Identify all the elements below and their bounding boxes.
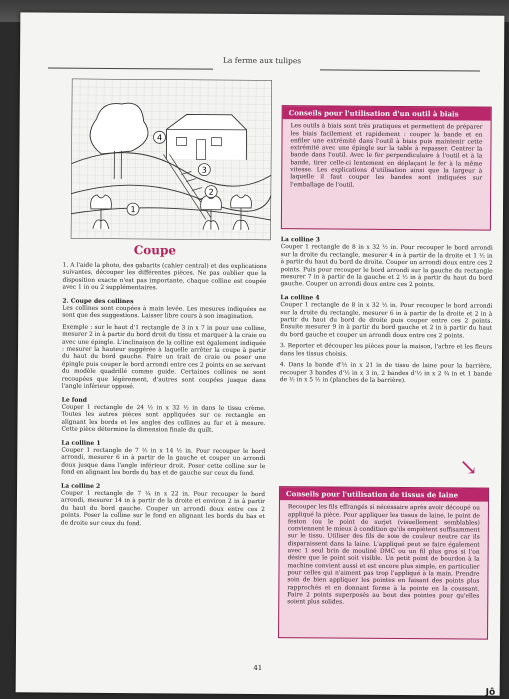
signature: Jô <box>485 687 496 698</box>
tip-box-title: Conseils pour l'utilisation de tissus de laine <box>280 487 488 502</box>
background-heading: Le fond <box>61 396 87 404</box>
hill-4-heading: La colline 4 <box>280 293 320 302</box>
hills-heading: 2. Coupe des collines <box>62 297 134 305</box>
tip-box-text: Recouper les fils effrangés si nécessaire après avoir découpé ou appliqué la pièce. Pour appliquer les tissus de laine, le point de feston (ou le point de surjet (visuellement semblables) conviennent le mieux à condition qu'ils empiètent suffisamment sur le tissu. Utiliser des fils de soie de couleur neutre car ils disparaissent dans la laine. L'appliqué peut se faire également avec 1 seul brin de mouliné DMC ou un fil plus gros si l'on désire que le point soit visible. Un petit point de bourdon à la machine convient aussi et est encore plus simple, en particulier pour celles qui n'aiment pas trop l'appliqué à la main. Prendre soin de bien appliquer les pointes en faisant des points plus rapprochés et en donnant forme à la pointe en la coussant. Faire 2 points superposés au bout des pointes pour qu'elles soient plus solides. <box>287 504 480 606</box>
hill-4-text: Couper 1 rectangle de 8 in x 32 ½ in. Pour recouper le bord arrondi sur la droite du rectangle, mesurer 6 in à partir de la droite et 2 in à partir du haut du bord de droite puis couper entre ces 2 points. Ensuite mesurer 9 in à partir du bord gauche et 2 in à partir du haut du bord gauche et couper un arrondi doux entre ces 2 points. <box>280 302 493 340</box>
hills-example: Exemple : sur le haut d'1 rectangle de 3 in x 7 in pour une colline, mesurer 2 in à partir du bord droit du tissu et marquer à la craie ou avec une épingle. L'inclinaison de la colline est également indiquée : mesurer la hauteur suggérée à laquelle arrêter la coupe à partir du haut du bord gauche. Faire un trait de craie ou poser une épingle puis couper le bord arrondi entre ces 2 points en se servant du modèle quadrillé comme guide. Certaines collines ne sont recoupées que légèrement, d'autres sont coupées jusque dans l'angle inférieur opposé. <box>61 324 267 391</box>
arrow-down-right-icon: ↘ <box>459 455 478 481</box>
instruction-3: 3. Reporter et découper les pièces pour la maison, l'arbre et les fleurs dans les tissus choisis. <box>279 343 493 358</box>
marker-3: 3 <box>201 165 207 175</box>
background-text: Couper 1 rectangle de 24 ½ in x 32 ½ in dans le tissu crème. Toutes les autres pièces sont appliquées sur ce rectangle en alignant les bords et les angles des collines au fur et à mesure. Cette pièce détermine la dimension finale du quilt. <box>61 404 266 434</box>
divider-left <box>48 68 213 70</box>
divider-right <box>320 69 480 71</box>
right-column <box>280 231 493 390</box>
hill-2-heading: La colline 2 <box>61 482 101 490</box>
marker-2: 2 <box>208 187 214 197</box>
instruction-4: 4. Dans la bande d'½ in x 21 in de tissu de laine pour la barrière, recouper 3 bandes d'½ in x 3 in, 2 bandes d'½ in x 2 ¾ in et 1 bande de ½ in x 5 ½ in (planches de la barrière). <box>279 362 492 384</box>
page <box>16 12 505 698</box>
left-column <box>61 263 267 533</box>
tip-box-text: Les outils à biais sont très pratiques et permettent de préparer les biais facilement et rapidement : couper la bande et en enfiler une extrémité dans l'outil à biais puis maintenir cette extrémité avec une épingle sur la table à repasser. Centrer la bande dans l'outil. Avec le fer perpendiculaire à l'outil et à la bande, tirer celle-ci lentement en déplaçant le fer à la même vitesse. Les explications d'utilisation ainsi que la largeur à laquelle il faut couper les bandes sont indiquées sur l'emballage de l'outil. <box>290 123 483 189</box>
hills-intro: Les collines sont coupées à main levée. Les mesures indiquées ne sont que des suggestions. Laisser libre cours à son imagination. <box>62 305 267 321</box>
tip-box-title: Conseils pour l'utilisation d'un outil à biais <box>283 106 491 121</box>
quilt-diagram <box>71 79 272 240</box>
hill-1-heading: La colline 1 <box>61 439 101 447</box>
page-number: 41 <box>253 663 263 673</box>
hill-2-text: Couper 1 rectangle de 7 ¼ in x 22 in. Pour recouper le bord arrondi, mesurer 14 in à partir de la droite et environ 2 in à partir du haut du bord gauche. Couper un arrondi doux entre ces 2 points. Poser la colline sur le fond en alignant les bords du bas et de droite sur ceux du fond. <box>60 490 266 527</box>
marker-1: 1 <box>130 205 136 215</box>
marker-4: 4 <box>156 133 163 143</box>
running-head: La ferme aux tulipes <box>222 55 302 66</box>
hill-3-text: Couper 1 rectangle de 8 in x 32 ½ in. Pour recouper le bord arrondi sur la droite du rectangle, mesurer 4 in à partir de la droite et 1 ½ in à partir du haut du bord de droite. Couper un arrondi doux entre ces 2 points. Puis pour recouper le bord arrondi sur la gauche du rectangle mesurer 7 in à partir de la gauche et 2 ½ in à partir du haut du bord gauche. Couper un arrondi doux entre ces 2 points. <box>280 244 493 289</box>
hill-1-text: Couper 1 rectangle de 7 ½ in x 14 ½ in. Pour recouper le bord arrondi, mesurer 6 in à partir de la gauche et couper un arrondi doux jusque dans l'angle inférieur droit. Poser cette colline sur le fond en alignant les bords du bas et de gauche sur ceux du fond. <box>61 447 266 478</box>
section-title: Coupe <box>133 243 177 258</box>
hill-3-heading: La colline 3 <box>280 236 320 244</box>
tip-box-bias-tool <box>281 105 492 230</box>
instruction-1: 1. A l'aide la photo, des gabarits (cahier central) et des explications suivantes, découper les différentes pièces. Ne pas oublier que la disposition exacte n'est pas importante, chaque colline est coupée avec 1 in ou 2 supplémentaires. <box>62 262 267 292</box>
tip-box-wool <box>278 486 489 639</box>
